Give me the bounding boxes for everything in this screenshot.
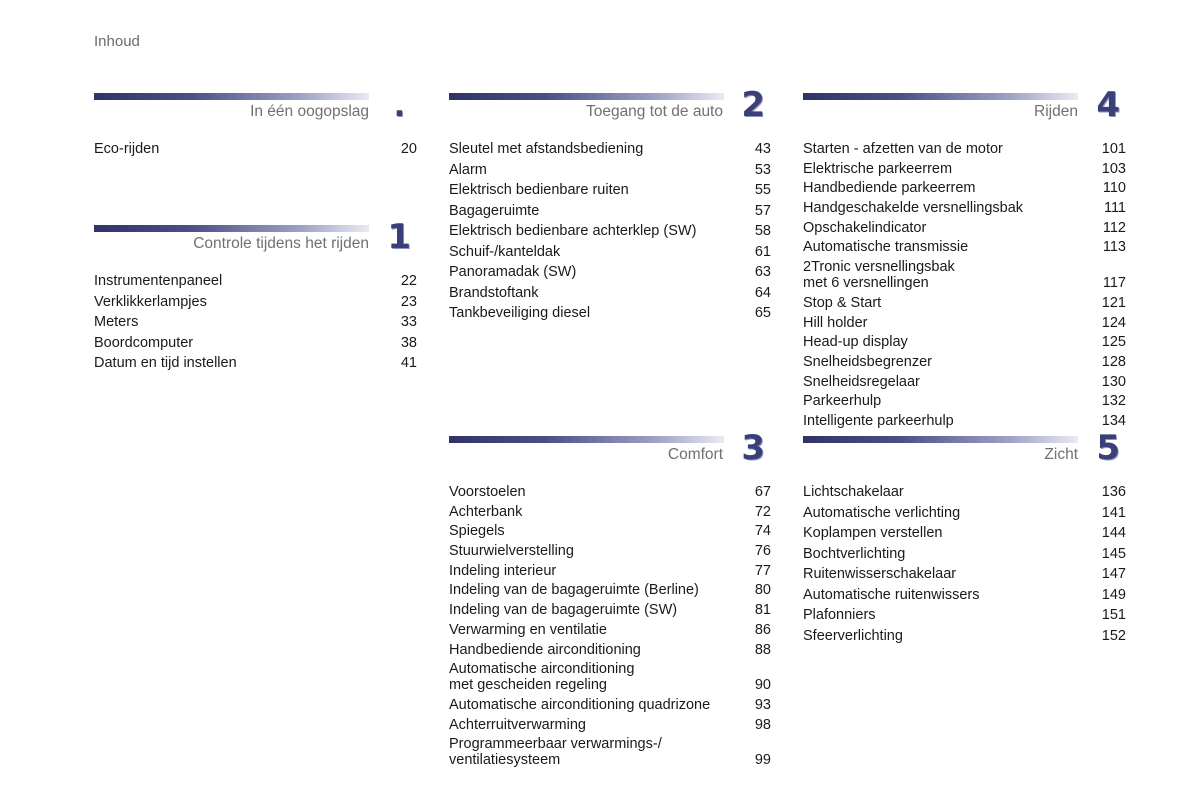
toc-entry-page: 152 (1101, 627, 1126, 644)
toc-entry-label: Sleutel met afstandsbediening (449, 141, 644, 157)
toc-entry-page: 20 (400, 141, 417, 157)
toc-entry[interactable] (803, 354, 1126, 370)
section-title: Rijden (1034, 103, 1078, 120)
section-bar (449, 93, 724, 100)
toc-list (94, 273, 417, 371)
toc-entry[interactable] (449, 543, 771, 559)
toc-entry-page: 112 (1102, 219, 1126, 236)
toc-entry-page: 53 (754, 161, 771, 178)
section-header (94, 217, 417, 265)
toc-entry[interactable] (803, 239, 1126, 255)
toc-entry-page: 136 (1101, 484, 1126, 500)
toc-entry[interactable] (94, 355, 417, 371)
toc-entry-label: Eco-rijden (94, 141, 160, 157)
toc-entry-label: Instrumentenpaneel (94, 273, 223, 289)
toc-entry-page: 147 (1101, 566, 1126, 582)
toc-entry-page: 33 (400, 314, 417, 330)
toc-entry-label: Alarm (449, 161, 487, 178)
toc-entry[interactable] (803, 259, 1126, 291)
toc-entry-label: Automatische transmissie (803, 239, 969, 256)
toc-entry-page: 130 (1101, 373, 1126, 390)
toc-entry-label: Indeling van de bagageruimte (SW) (449, 602, 678, 619)
toc-entry-page: 76 (754, 543, 771, 560)
toc-entry-label: Ruitenwisserschakelaar (803, 566, 957, 582)
toc-entry-label: Starten - afzetten van de motor (803, 141, 1003, 157)
toc-entry-label: Meters (94, 314, 139, 330)
toc-entry-label: Elektrisch bedienbare ruiten (449, 182, 629, 198)
toc-entry[interactable] (449, 717, 771, 733)
toc-entry-label: Brandstoftank (449, 284, 539, 301)
section-bar (803, 93, 1078, 100)
toc-entry-page: 55 (754, 182, 771, 198)
toc-list (803, 141, 1126, 429)
toc-entry-label: Boordcomputer (94, 334, 194, 351)
toc-entry[interactable] (803, 161, 1126, 177)
toc-entry[interactable] (803, 546, 1126, 562)
toc-entry-page: 61 (754, 243, 771, 260)
toc-entry-label: Head-up display (803, 334, 908, 351)
toc-entry-label: Handbediende parkeerrem (803, 180, 976, 197)
toc-entry-page: 80 (754, 582, 771, 599)
toc-entry-page: 141 (1101, 504, 1126, 521)
toc-entry-label: Voorstoelen (449, 484, 526, 500)
toc-entry-label: Elektrisch bedienbare achterklep (SW) (449, 223, 697, 239)
section-number: 2 (741, 85, 765, 125)
toc-entry[interactable] (94, 273, 417, 289)
toc-entry-label: Automatische verlichting (803, 504, 961, 521)
toc-entry[interactable] (449, 182, 771, 198)
toc-entry[interactable] (449, 736, 771, 768)
toc-entry[interactable] (449, 523, 771, 539)
toc-entry-label: Elektrische parkeerrem (803, 160, 953, 177)
section-number: . (393, 89, 405, 124)
toc-entry-label: Hill holder (803, 314, 868, 331)
toc-entry-label: Automatische ruitenwissers (803, 586, 980, 603)
section-overview (94, 89, 417, 162)
toc-entry-label: Bochtverlichting (803, 545, 906, 562)
toc-entry-page: 43 (754, 141, 771, 157)
toc-entry[interactable] (803, 525, 1126, 541)
section-bar (449, 436, 724, 443)
toc-entry[interactable] (449, 697, 771, 713)
toc-entry[interactable] (803, 484, 1126, 500)
toc-entry[interactable] (803, 505, 1126, 521)
section-header (449, 428, 771, 476)
toc-entry-page: 113 (1102, 239, 1126, 256)
toc-entry-page: 103 (1101, 160, 1126, 177)
toc-entry[interactable] (803, 220, 1126, 236)
toc-entry-page: 77 (754, 562, 771, 579)
section-header (803, 85, 1126, 133)
toc-entry-page: 121 (1101, 294, 1126, 311)
toc-entry[interactable] (449, 484, 771, 500)
toc-entry-label: Snelheidsregelaar (803, 373, 920, 390)
toc-list (803, 484, 1126, 644)
toc-entry-page: 58 (754, 223, 771, 239)
toc-entry-page: 151 (1101, 607, 1126, 623)
section-chapter-1 (94, 217, 417, 376)
toc-entry-label: Achterruitverwarming (449, 716, 586, 733)
toc-entry-page: 132 (1101, 393, 1126, 410)
toc-entry-page: 81 (754, 602, 771, 619)
toc-entry[interactable] (803, 413, 1126, 429)
toc-entry-label: Opschakelindicator (803, 219, 927, 236)
toc-entry-label: Indeling van de bagageruimte (Berline) (449, 582, 699, 599)
toc-entry-label: Spiegels (449, 523, 505, 540)
toc-entry[interactable] (449, 305, 771, 321)
section-number: 4 (1096, 85, 1120, 125)
toc-entry-label: Handbediende airconditioning (449, 641, 641, 658)
toc-entry-page: 99 (754, 752, 771, 769)
toc-entry-page: 128 (1101, 353, 1126, 370)
toc-entry-label: Sfeerverlichting (803, 627, 903, 644)
section-title: Controle tijdens het rijden (193, 235, 369, 252)
toc-list (94, 141, 417, 157)
toc-entry[interactable] (94, 294, 417, 310)
toc-entry[interactable] (449, 162, 771, 178)
toc-entry-page: 67 (754, 484, 771, 500)
section-bar (94, 93, 369, 100)
toc-entry[interactable] (803, 393, 1126, 409)
toc-entry-label: Automatische airconditioning quadrizone (449, 696, 711, 713)
toc-entry-label: Stuurwielverstelling (449, 543, 574, 560)
toc-entry[interactable] (94, 141, 417, 157)
toc-entry[interactable] (803, 628, 1126, 644)
toc-entry-label: Lichtschakelaar (803, 484, 904, 500)
toc-entry-label: Koplampen verstellen (803, 525, 943, 541)
toc-entry-page: 124 (1101, 314, 1126, 331)
toc-entry-page: 90 (754, 677, 771, 694)
toc-entry-page: 145 (1101, 545, 1126, 562)
toc-entry-label: Automatische airconditioning met gescheiden regeling (449, 661, 635, 694)
toc-entry-page: 98 (754, 716, 771, 733)
section-bar (94, 225, 369, 232)
toc-entry-page: 110 (1102, 180, 1126, 197)
section-chapter-3 (449, 428, 771, 772)
section-header (94, 89, 417, 133)
toc-entry[interactable] (449, 223, 771, 239)
toc-entry-label: Intelligente parkeerhulp (803, 412, 954, 429)
toc-entry-page: 125 (1101, 334, 1126, 351)
toc-entry[interactable] (803, 374, 1126, 390)
toc-entry-label: Indeling interieur (449, 562, 557, 579)
toc-entry-page: 72 (754, 503, 771, 520)
section-title: Zicht (1044, 446, 1078, 463)
toc-entry[interactable] (449, 642, 771, 658)
toc-entry-page: 93 (754, 696, 771, 713)
section-header (803, 428, 1126, 476)
toc-entry[interactable] (803, 315, 1126, 331)
section-header (449, 85, 771, 133)
toc-entry[interactable] (449, 563, 771, 579)
toc-entry-page: 101 (1101, 141, 1126, 157)
toc-entry-page: 149 (1101, 586, 1126, 603)
toc-entry-page: 74 (754, 523, 771, 540)
toc-entry-label: Verwarming en ventilatie (449, 621, 607, 638)
toc-entry-page: 134 (1101, 412, 1126, 429)
toc-entry-label: Datum en tijd instellen (94, 355, 237, 371)
toc-entry[interactable] (803, 141, 1126, 157)
toc-entry-label: Panoramadak (SW) (449, 264, 577, 280)
toc-entry[interactable] (803, 180, 1126, 196)
toc-entry-page: 38 (400, 334, 417, 351)
toc-entry[interactable] (94, 335, 417, 351)
toc-entry-page: 111 (1103, 200, 1126, 217)
toc-entry-label: Programmeerbaar verwarmings-/ ventilatiesysteem (449, 736, 662, 769)
toc-entry-label: Handgeschakelde versnellingsbak (803, 200, 1024, 217)
toc-entry[interactable] (449, 264, 771, 280)
toc-entry[interactable] (449, 203, 771, 219)
toc-entry[interactable] (449, 244, 771, 260)
toc-entry[interactable] (449, 285, 771, 301)
section-title: In één oogopslag (250, 103, 369, 120)
toc-entry-page: 41 (400, 355, 417, 371)
toc-entry-label: Schuif-/kanteldak (449, 243, 561, 260)
toc-entry[interactable] (449, 582, 771, 598)
toc-entry-label: Snelheidsbegrenzer (803, 353, 932, 370)
toc-entry-page: 23 (400, 293, 417, 310)
toc-entry-page: 64 (754, 284, 771, 301)
toc-entry-page: 117 (1102, 275, 1126, 292)
toc-entry-page: 65 (754, 305, 771, 321)
toc-entry-label: Tankbeveiliging diesel (449, 305, 591, 321)
section-number: 1 (387, 217, 411, 257)
section-number: 5 (1096, 428, 1120, 468)
toc-entry-page: 57 (754, 202, 771, 219)
toc-entry-label: Verklikkerlampjes (94, 293, 207, 310)
toc-entry[interactable] (803, 295, 1126, 311)
section-title: Toegang tot de auto (585, 103, 723, 120)
section-chapter-5 (803, 428, 1126, 648)
toc-entry[interactable] (803, 566, 1126, 582)
section-chapter-4 (803, 85, 1126, 433)
section-number: 3 (741, 428, 765, 468)
toc-entry[interactable] (803, 334, 1126, 350)
toc-entry[interactable] (449, 602, 771, 618)
toc-list (449, 141, 771, 321)
toc-entry-label: Bagageruimte (449, 202, 540, 219)
toc-entry[interactable] (449, 661, 771, 693)
toc-entry-label: Parkeerhulp (803, 393, 882, 410)
toc-entry[interactable] (803, 200, 1126, 216)
toc-list (449, 484, 771, 768)
toc-entry[interactable] (94, 314, 417, 330)
toc-entry-label: Achterbank (449, 503, 523, 520)
toc-entry-label: 2Tronic versnellingsbak met 6 versnellingen (803, 259, 955, 292)
toc-entry[interactable] (449, 141, 771, 157)
toc-entry-page: 63 (754, 264, 771, 280)
toc-entry-label: Stop & Start (803, 294, 882, 311)
toc-entry-page: 86 (754, 621, 771, 638)
toc-entry-label: Plafonniers (803, 607, 876, 623)
toc-entry[interactable] (803, 587, 1126, 603)
toc-entry-page: 144 (1101, 525, 1126, 541)
section-chapter-2 (449, 85, 771, 326)
toc-entry[interactable] (449, 504, 771, 520)
section-bar (803, 436, 1078, 443)
toc-entry-page: 88 (754, 641, 771, 658)
toc-entry-page: 22 (400, 273, 417, 289)
section-title: Comfort (667, 446, 723, 463)
toc-entry[interactable] (803, 607, 1126, 623)
page-title: Inhoud (94, 33, 140, 50)
toc-entry[interactable] (449, 622, 771, 638)
